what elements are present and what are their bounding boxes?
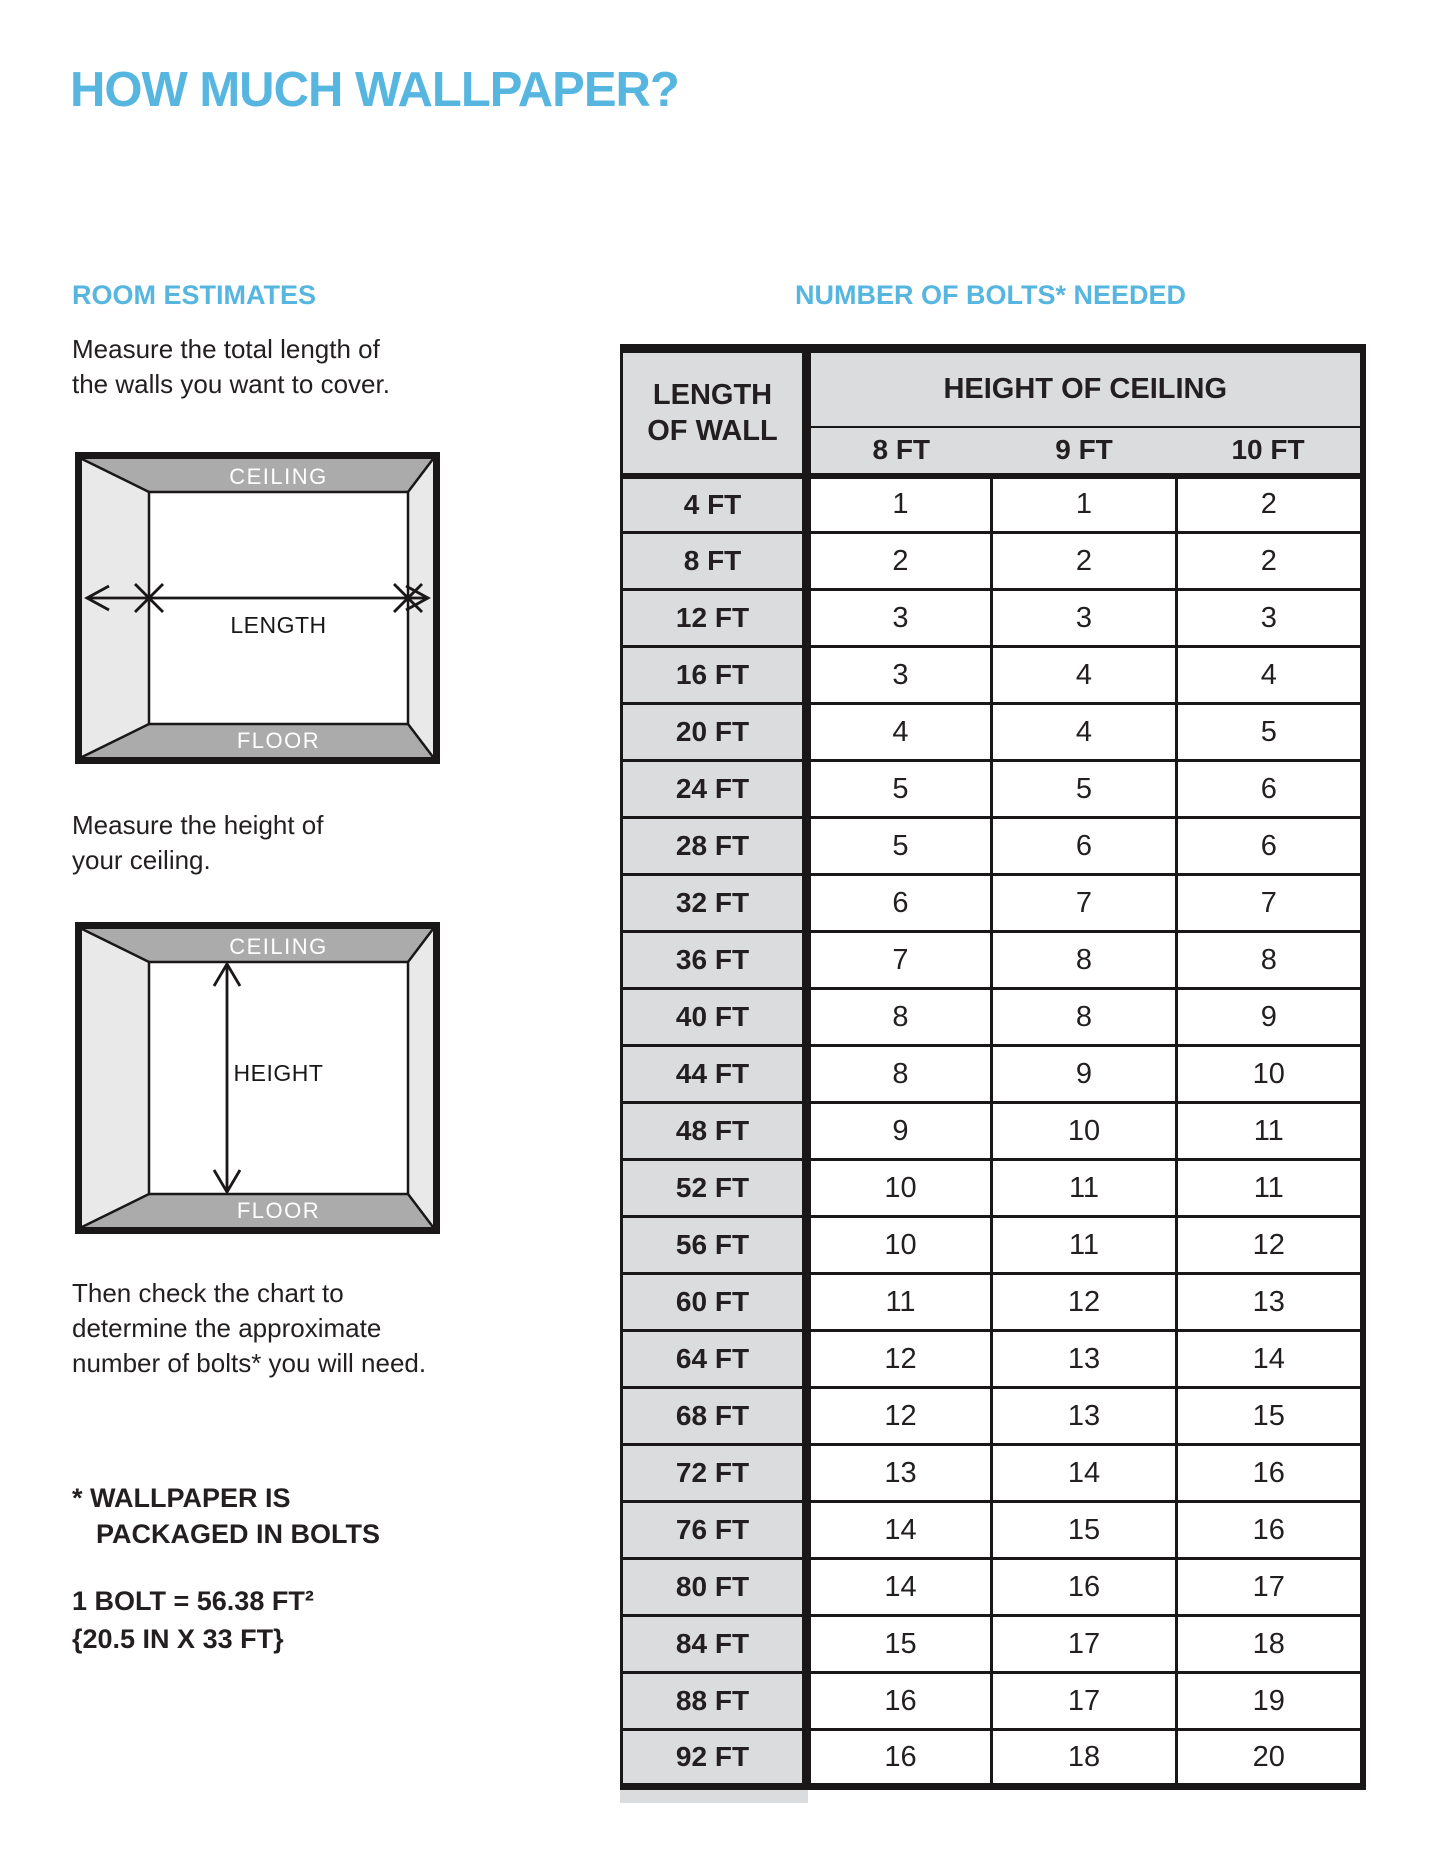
- wall-length-cell: 68 FT: [622, 1388, 807, 1445]
- wall-length-cell: 60 FT: [622, 1274, 807, 1331]
- height-of-ceiling-header: HEIGHT OF CEILING: [807, 349, 1363, 427]
- table-row: [622, 704, 1363, 761]
- bolts-count-cell: 8: [992, 932, 1177, 989]
- table-row: [622, 590, 1363, 647]
- bolts-count-cell: 12: [807, 1331, 992, 1388]
- bolts-count-cell: 1: [807, 476, 992, 533]
- bolts-count-cell: 4: [807, 704, 992, 761]
- bolts-count-cell: 3: [807, 647, 992, 704]
- table-header-row: [622, 349, 1363, 427]
- bolts-count-cell: 8: [992, 989, 1177, 1046]
- footnote-line: PACKAGED IN BOLTS: [96, 1519, 381, 1549]
- table-row: [622, 1331, 1363, 1388]
- bolts-count-cell: 6: [807, 875, 992, 932]
- bolts-count-cell: 13: [807, 1445, 992, 1502]
- bolts-count-cell: 11: [1177, 1160, 1363, 1217]
- wall-length-cell: 76 FT: [622, 1502, 807, 1559]
- bolts-count-cell: 5: [807, 818, 992, 875]
- height-dimension-label: HEIGHT: [233, 1060, 324, 1086]
- room-estimates-heading: ROOM ESTIMATES: [72, 280, 317, 310]
- ceiling-10ft-header: 10 FT: [1177, 427, 1363, 476]
- bolts-count-cell: 5: [1177, 704, 1363, 761]
- table-footer-tab: [620, 1790, 808, 1803]
- bolts-count-cell: 2: [1177, 476, 1363, 533]
- bolts-count-cell: 1: [992, 476, 1177, 533]
- table-row: [622, 1388, 1363, 1445]
- table-row: [622, 1046, 1363, 1103]
- floor-label: FLOOR: [236, 728, 321, 753]
- table-row: [622, 533, 1363, 590]
- bolts-count-cell: 4: [992, 647, 1177, 704]
- page-title: HOW MUCH WALLPAPER?: [70, 63, 679, 117]
- wall-length-cell: 28 FT: [622, 818, 807, 875]
- bolts-count-cell: 19: [1177, 1673, 1363, 1730]
- bolts-count-cell: 14: [807, 1502, 992, 1559]
- bolts-count-cell: 10: [807, 1217, 992, 1274]
- table-row: [622, 875, 1363, 932]
- bolts-count-cell: 9: [992, 1046, 1177, 1103]
- bolts-count-cell: 13: [992, 1388, 1177, 1445]
- bolts-count-cell: 11: [992, 1217, 1177, 1274]
- right-wall-panel: [408, 929, 433, 1227]
- bolts-count-cell: 16: [1177, 1502, 1363, 1559]
- bolts-count-cell: 9: [807, 1103, 992, 1160]
- bolts-count-cell: 16: [1177, 1445, 1363, 1502]
- length-dimension-label: LENGTH: [230, 612, 327, 638]
- wall-length-cell: 12 FT: [622, 590, 807, 647]
- bolts-count-cell: 2: [807, 533, 992, 590]
- bolts-count-cell: 12: [1177, 1217, 1363, 1274]
- bolts-count-cell: 18: [992, 1730, 1177, 1787]
- bolts-count-cell: 18: [1177, 1616, 1363, 1673]
- bolts-table-body: [622, 476, 1363, 1787]
- wall-length-cell: 20 FT: [622, 704, 807, 761]
- table-row: [622, 1559, 1363, 1616]
- ceiling-9ft-header: 9 FT: [992, 427, 1177, 476]
- table-row: [622, 989, 1363, 1046]
- wall-length-cell: 44 FT: [622, 1046, 807, 1103]
- bolts-count-cell: 6: [1177, 818, 1363, 875]
- bolts-count-cell: 15: [1177, 1388, 1363, 1445]
- bolts-count-cell: 14: [1177, 1331, 1363, 1388]
- wall-length-cell: 88 FT: [622, 1673, 807, 1730]
- ceiling-8ft-header: 8 FT: [807, 427, 992, 476]
- instruction-line: Then check the chart to: [72, 1278, 344, 1308]
- bolts-count-cell: 11: [1177, 1103, 1363, 1160]
- bolts-count-cell: 11: [992, 1160, 1177, 1217]
- bolts-count-cell: 10: [807, 1160, 992, 1217]
- bolts-count-cell: 10: [1177, 1046, 1363, 1103]
- bolts-count-cell: 8: [807, 989, 992, 1046]
- bolts-count-cell: 3: [807, 590, 992, 647]
- instruction-line: determine the approximate: [72, 1313, 382, 1343]
- bolts-count-cell: 20: [1177, 1730, 1363, 1787]
- bolts-count-cell: 17: [992, 1673, 1177, 1730]
- instruction-measure-height: [72, 808, 324, 878]
- bolts-count-cell: 12: [807, 1388, 992, 1445]
- room-height-diagram: [75, 922, 440, 1234]
- bolts-table-heading: NUMBER OF BOLTS* NEEDED: [794, 280, 1186, 310]
- bolts-count-cell: 8: [1177, 932, 1363, 989]
- table-row: [622, 1274, 1363, 1331]
- instruction-line: number of bolts* you will need.: [72, 1348, 427, 1378]
- table-row: [622, 818, 1363, 875]
- table-row: [622, 1160, 1363, 1217]
- bolts-count-cell: 17: [992, 1616, 1177, 1673]
- bolts-count-cell: 13: [1177, 1274, 1363, 1331]
- bolts-count-cell: 5: [807, 761, 992, 818]
- wall-length-cell: 36 FT: [622, 932, 807, 989]
- bolts-count-cell: 14: [807, 1559, 992, 1616]
- bolts-count-cell: 7: [807, 932, 992, 989]
- instruction-line: the walls you want to cover.: [72, 369, 390, 399]
- bolts-table: [620, 344, 1366, 1790]
- instruction-measure-length: [72, 332, 390, 402]
- bolts-count-cell: 4: [1177, 647, 1363, 704]
- bolts-count-cell: 11: [807, 1274, 992, 1331]
- wall-length-cell: 24 FT: [622, 761, 807, 818]
- bolts-count-cell: 9: [1177, 989, 1363, 1046]
- bolts-count-cell: 6: [1177, 761, 1363, 818]
- bolts-count-cell: 17: [1177, 1559, 1363, 1616]
- instruction-line: your ceiling.: [72, 845, 211, 875]
- bolt-spec-line: {20.5 IN X 33 FT}: [72, 1624, 284, 1654]
- bolts-count-cell: 6: [992, 818, 1177, 875]
- wall-length-cell: 48 FT: [622, 1103, 807, 1160]
- bolts-count-cell: 5: [992, 761, 1177, 818]
- bolts-count-cell: 4: [992, 704, 1177, 761]
- bolts-count-cell: 14: [992, 1445, 1177, 1502]
- table-row: [622, 1445, 1363, 1502]
- bolts-count-cell: 7: [1177, 875, 1363, 932]
- wall-length-cell: 4 FT: [622, 476, 807, 533]
- instruction-line: Measure the total length of: [72, 334, 380, 364]
- wall-length-cell: 92 FT: [622, 1730, 807, 1787]
- table-row: [622, 1730, 1363, 1787]
- room-length-diagram-graphic: [75, 452, 440, 764]
- instruction-check-chart: [72, 1276, 426, 1381]
- bolts-count-cell: 8: [807, 1046, 992, 1103]
- ceiling-label: CEILING: [229, 934, 328, 959]
- wall-length-cell: 84 FT: [622, 1616, 807, 1673]
- table-row: [622, 476, 1363, 533]
- table-row: [622, 761, 1363, 818]
- table-row: [622, 1616, 1363, 1673]
- table-row: [622, 1217, 1363, 1274]
- footnote-asterisk: *: [72, 1483, 83, 1513]
- bolts-count-cell: 16: [807, 1730, 992, 1787]
- bolts-count-cell: 16: [992, 1559, 1177, 1616]
- floor-label: FLOOR: [236, 1198, 321, 1223]
- bolts-footnote: [72, 1480, 380, 1552]
- wall-length-cell: 80 FT: [622, 1559, 807, 1616]
- wall-length-cell: 32 FT: [622, 875, 807, 932]
- bolts-count-cell: 12: [992, 1274, 1177, 1331]
- bolts-count-cell: 3: [992, 590, 1177, 647]
- wall-length-cell: 72 FT: [622, 1445, 807, 1502]
- bolt-size-spec: [72, 1582, 314, 1658]
- wall-length-cell: 40 FT: [622, 989, 807, 1046]
- bolts-count-cell: 16: [807, 1673, 992, 1730]
- bolts-count-cell: 3: [1177, 590, 1363, 647]
- bolts-table-section: [620, 344, 1361, 1803]
- length-of-wall-header: LENGTH OF WALL: [622, 349, 807, 476]
- table-row: [622, 932, 1363, 989]
- footnote-line: * WALLPAPER IS: [72, 1483, 291, 1513]
- wall-length-cell: 56 FT: [622, 1217, 807, 1274]
- bolts-count-cell: 15: [992, 1502, 1177, 1559]
- table-row: [622, 1502, 1363, 1559]
- ceiling-label: CEILING: [229, 464, 328, 489]
- back-wall-panel: [149, 492, 408, 724]
- bolts-count-cell: 15: [807, 1616, 992, 1673]
- room-length-diagram: [75, 452, 440, 764]
- bolts-count-cell: 7: [992, 875, 1177, 932]
- wall-length-cell: 64 FT: [622, 1331, 807, 1388]
- instruction-line: Measure the height of: [72, 810, 324, 840]
- wall-length-cell: 8 FT: [622, 533, 807, 590]
- table-row: [622, 647, 1363, 704]
- bolt-spec-line: 1 BOLT = 56.38 FT²: [72, 1586, 314, 1616]
- bolts-count-cell: 10: [992, 1103, 1177, 1160]
- wall-length-cell: 16 FT: [622, 647, 807, 704]
- table-row: [622, 1103, 1363, 1160]
- bolts-count-cell: 2: [1177, 533, 1363, 590]
- bolts-count-cell: 13: [992, 1331, 1177, 1388]
- left-wall-panel: [82, 929, 149, 1227]
- bolts-count-cell: 2: [992, 533, 1177, 590]
- wall-length-cell: 52 FT: [622, 1160, 807, 1217]
- table-row: [622, 1673, 1363, 1730]
